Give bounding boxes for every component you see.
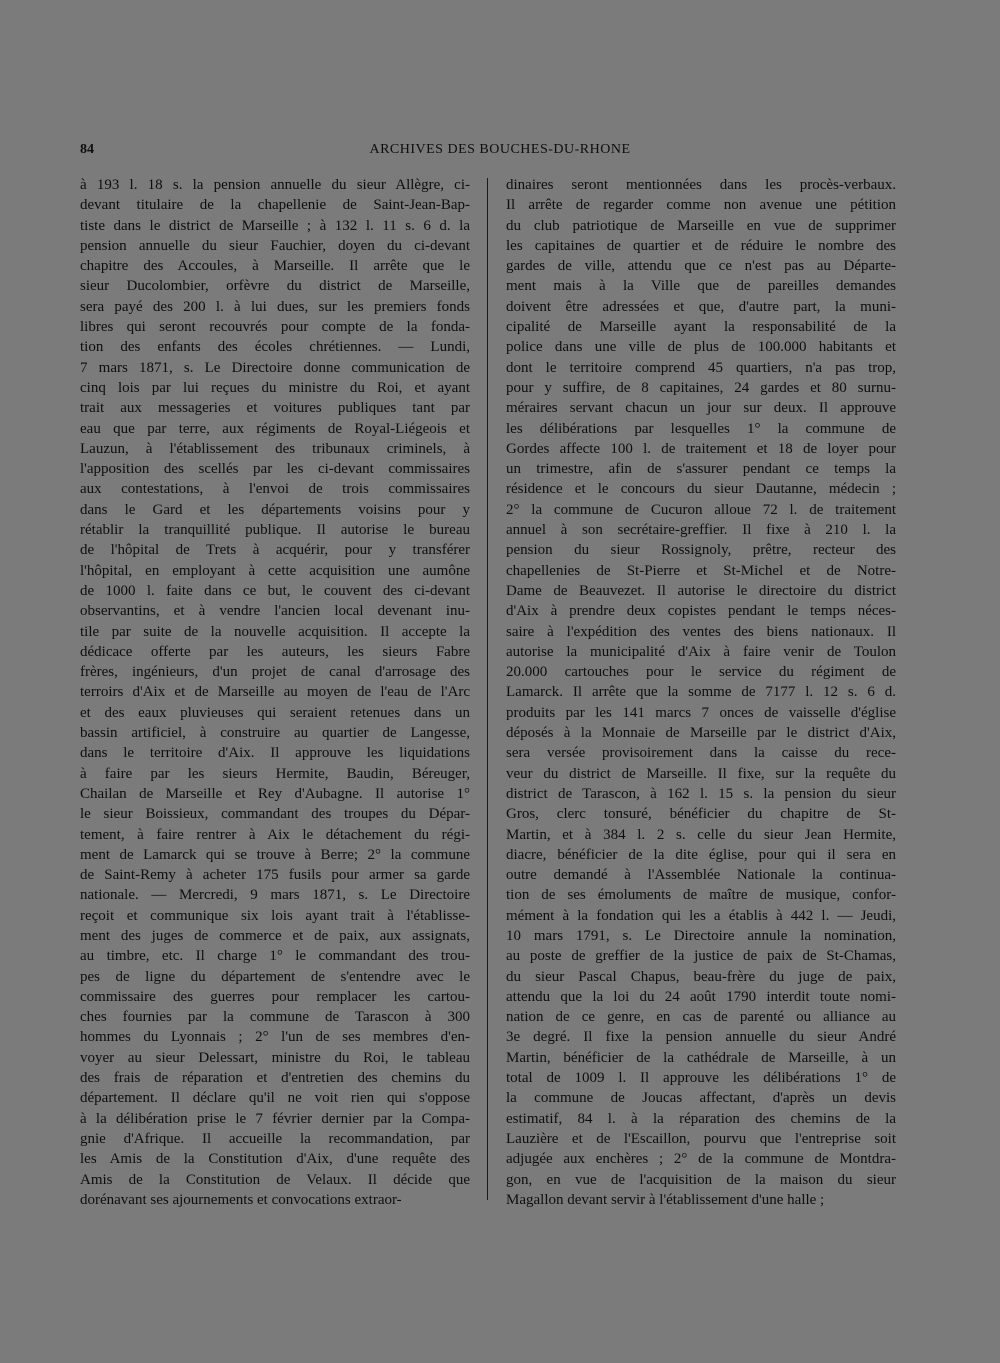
text-line: de 1000 l. faite dans ce but, le couvent des ci-devant <box>80 582 470 599</box>
text-line: commissaire des guerres pour remplacer les cartou- <box>80 988 470 1005</box>
left-column <box>80 175 470 1210</box>
page-number: 84 <box>80 142 94 157</box>
text-line: au poste de greffier de la justice de paix de St-Chamas, <box>506 948 896 965</box>
text-line: autorise la municipalité d'Aix à faire venir de Toulon <box>506 643 896 660</box>
text-line: à 193 l. 18 s. la pension annuelle du sieur Allègre, ci- <box>80 177 470 193</box>
text-line: Magallon devant servir à l'établissement d'une halle ; <box>506 1191 825 1208</box>
text-line: Dame de Beauvezet. Il autorise le directoire du district <box>506 582 896 599</box>
text-line: ment de Lamarck qui se trouve à Berre; 2° la commune <box>80 846 470 863</box>
text-line: Martin, bénéficier de la cathédrale de Marseille, à un <box>506 1049 896 1066</box>
text-line: Lauzière et de l'Escaillon, pourvu que l'entreprise soit <box>506 1130 896 1147</box>
text-line: 10 mars 1791, s. Le Directoire annule la nomination, <box>506 927 896 944</box>
text-line: d'Aix à prendre deux copistes pendant le temps néces- <box>506 603 896 620</box>
text-line: veur du district de Marseille. Il fixe, sur la requête du <box>506 765 896 782</box>
text-line: département. Il déclare qu'il ne voit rien qui s'oppose <box>80 1090 470 1107</box>
text-line: sieur Ducolombier, orfèvre du district de Marseille, <box>80 278 470 295</box>
text-line: à la délibération prise le 7 février dernier par la Compa- <box>80 1110 470 1127</box>
text-line: adjugée aux enchères ; 2° de la commune de Montdra- <box>506 1151 896 1168</box>
text-line: nationale. — Mercredi, 9 mars 1871, s. Le Directoire <box>80 887 470 904</box>
text-line: annuel à son secrétaire-greffier. Il fixe à 210 l. la <box>506 522 896 539</box>
text-line: les capitaines de quartier et de réduire le nombre des <box>506 237 896 254</box>
text-line: de Saint-Remy à acheter 175 fusils pour armer sa garde <box>80 867 470 884</box>
text-line: méraires servant chacun un jour sur deux. Il approuve <box>506 400 896 417</box>
text-line: observantins, et à vendre l'ancien local devenant inu- <box>80 603 470 620</box>
text-line: dans le territoire d'Aix. Il approuve les liquidations <box>80 745 470 762</box>
text-line: diacre, bénéficier de la dite église, pour qui il sera en <box>506 846 896 863</box>
text-line: au timbre, etc. Il charge 1° le commandant des trou- <box>80 948 470 965</box>
text-line: ment mais à la Ville que de pareilles demandes <box>506 278 896 295</box>
text-line: chapellenies de St-Pierre et St-Michel et de Notre- <box>506 562 896 579</box>
text-line: terroirs d'Aix et de Marseille au moyen de l'eau de l'Arc <box>80 684 470 701</box>
text-line: Lauzun, à l'établissement des tribunaux criminels, à <box>80 440 470 457</box>
text-line: dédicace offerte par les auteurs, les sieurs Fabre <box>80 643 470 660</box>
text-line: eau que par terre, aux régiments de Royal-Liégeois et <box>80 420 470 437</box>
text-line: 3e degré. Il fixe la pension annuelle du sieur André <box>506 1029 896 1046</box>
text-line: pes de ligne du département de s'entendre avec le <box>80 968 470 985</box>
text-line: gardes de ville, attendu que ce n'est pas au Départe- <box>506 258 896 275</box>
text-line: sera payé des 200 l. à lui dues, sur les premiers fonds <box>80 298 470 315</box>
text-line: ment des juges de commerce et de paix, aux assignats, <box>80 927 470 944</box>
text-line: saire à l'expédition des ventes des biens nationaux. Il <box>506 623 896 640</box>
text-line: estimatif, 84 l. à la réparation des chemins de la <box>506 1110 896 1127</box>
text-line: gnie d'Afrique. Il accueille la recommandation, par <box>80 1130 470 1147</box>
text-line: du sieur Pascal Chapus, beau-frère du juge de paix, <box>506 968 896 985</box>
text-line: devant titulaire de la chapellenie de Saint-Jean-Bap- <box>80 197 470 214</box>
text-line: pour y suffire, de 8 capitaines, 24 gardes et 80 surnu- <box>506 379 896 396</box>
text-line: rétablir la tranquillité publique. Il autorise le bureau <box>80 522 470 539</box>
text-line: tile par suite de la nouvelle acquisition. Il accepte la <box>80 623 470 640</box>
text-line: voyer au sieur Delessart, ministre du Roi, le tableau <box>80 1049 470 1066</box>
text-line: libres qui seront recouvrés pour compte de la fonda- <box>80 319 470 336</box>
text-line: doivent être adressées et que, d'autre part, la muni- <box>506 298 896 315</box>
text-line: bassin artificiel, à construire au quartier de Langesse, <box>80 725 470 742</box>
text-line: tion des enfants des écoles chrétiennes. — Lundi, <box>80 339 470 356</box>
text-line: des frais de réparation et d'entretien des chemins du <box>80 1070 470 1087</box>
text-line: pension annuelle du sieur Fauchier, doyen du ci-devant <box>80 237 470 254</box>
text-line: résidence et le concours du sieur Dautanne, médecin ; <box>506 481 896 498</box>
text-line: produits par les 141 marcs 7 onces de vaisselle d'église <box>506 704 896 721</box>
text-line: de l'hôpital de Trets à acquérir, pour y transférer <box>80 542 470 559</box>
text-line: police dans une ville de plus de 100.000 habitants et <box>506 339 896 356</box>
text-line: pension du sieur Rossignoly, prêtre, recteur des <box>506 542 896 559</box>
text-line: total de 1009 l. Il approuve les délibérations 1° de <box>506 1070 896 1087</box>
text-line: tement, à faire rentrer à Aix le détachement du régi- <box>80 826 470 843</box>
text-line: Chailan de Marseille et Rey d'Aubagne. Il autorise 1° <box>80 785 470 802</box>
text-line: tion de ses émoluments de maître de musique, confor- <box>506 887 896 904</box>
text-line: cinq lois par lui reçues du ministre du Roi, et ayant <box>80 379 470 396</box>
text-line: nation de ce genre, en cas de parenté ou alliance au <box>506 1009 896 1026</box>
text-line: aux contestations, à l'envoi de trois commissaires <box>80 481 470 498</box>
text-line: Amis de la Constitution de Velaux. Il décide que <box>80 1171 470 1188</box>
running-title: ARCHIVES DES BOUCHES-DU-RHONE <box>369 142 631 157</box>
text-line: l'hôpital, en employant à cette acquisition une aumône <box>80 562 470 579</box>
text-line: 7 mars 1871, s. Le Directoire donne communication de <box>80 359 470 376</box>
text-line: outre demandé à l'Assemblée Nationale la continua- <box>506 867 896 884</box>
text-line: reçoit et communique six lois ayant trait à l'établisse- <box>80 907 470 924</box>
text-line: Gordes affecte 100 l. de traitement et 18 de loyer pour <box>506 440 896 457</box>
text-line: ches fournies par la commune de Tarascon à 300 <box>80 1009 470 1026</box>
text-line: frères, ingénieurs, d'un projet de canal d'arrosage des <box>80 664 470 681</box>
text-line: Martin, et à 384 l. 2 s. celle du sieur Jean Hermite, <box>506 826 896 843</box>
text-line: à faire par les sieurs Hermite, Baudin, Béreuger, <box>80 765 470 782</box>
text-line: Gros, clerc tonsuré, bénéficier du chapitre de St- <box>506 806 896 823</box>
text-line: chapitre des Accoules, à Marseille. Il arrête que le <box>80 258 470 275</box>
text-line: district de Tarascon, à 162 l. 15 s. la pension du sieur <box>506 785 896 802</box>
text-line: dans le Gard et les départements voisins pour y <box>80 501 470 518</box>
text-line: du club patriotique de Marseille en vue de supprimer <box>506 217 896 234</box>
text-line: un trimestre, afin de s'assurer pendant ce temps la <box>506 461 896 478</box>
text-line: mément à la fondation qui les a établis à 442 l. — Jeudi, <box>506 907 896 924</box>
text-line: les Amis de la Constitution d'Aix, d'une requête des <box>80 1151 470 1168</box>
text-line: dinaires seront mentionnées dans les procès-verbaux. <box>506 177 896 193</box>
text-line: l'apposition des scellés par les ci-devant commissaires <box>80 461 470 478</box>
page-header <box>80 142 920 162</box>
right-column <box>506 175 896 1210</box>
text-line: gon, en vue de l'acquisition de la maison du sieur <box>506 1171 896 1188</box>
text-line: 2° la commune de Cucuron alloue 72 l. de traitement <box>506 501 896 518</box>
text-line: dont le territoire comprend 45 quartiers, n'a pas trop, <box>506 359 896 376</box>
text-line: le sieur Boissieux, commandant des troupes du Dépar- <box>80 806 470 823</box>
text-line: 20.000 cartouches pour le service du régiment de <box>506 664 896 681</box>
text-line: la commune de Joucas affectant, d'après un devis <box>506 1090 896 1107</box>
text-line: hommes du Lyonnais ; 2° l'un de ses membres d'en- <box>80 1029 470 1046</box>
text-line: les délibérations par lesquelles 1° la commune de <box>506 420 896 437</box>
text-line: tiste dans le district de Marseille ; à 132 l. 11 s. 6 d. la <box>80 217 470 234</box>
text-line: Lamarck. Il arrête que la somme de 7177 l. 12 s. 6 d. <box>506 684 896 701</box>
text-line: trait aux messageries et voitures publiques tant par <box>80 400 470 417</box>
text-line: attendu que la loi du 24 août 1790 interdit toute nomi- <box>506 988 896 1005</box>
text-line: Il arrête de regarder comme non avenue une pétition <box>506 197 896 214</box>
text-line: sera versée provisoirement dans la caisse du rece- <box>506 745 896 762</box>
column-divider <box>487 178 488 1200</box>
text-line: dorénavant ses ajournements et convocations extraor- <box>80 1191 402 1208</box>
text-line: déposés à la Monnaie de Marseille par le district d'Aix, <box>506 725 896 742</box>
text-line: cipalité de Marseille ayant la responsabilité de la <box>506 319 896 336</box>
text-line: et des eaux pluvieuses qui seraient retenues dans un <box>80 704 470 721</box>
